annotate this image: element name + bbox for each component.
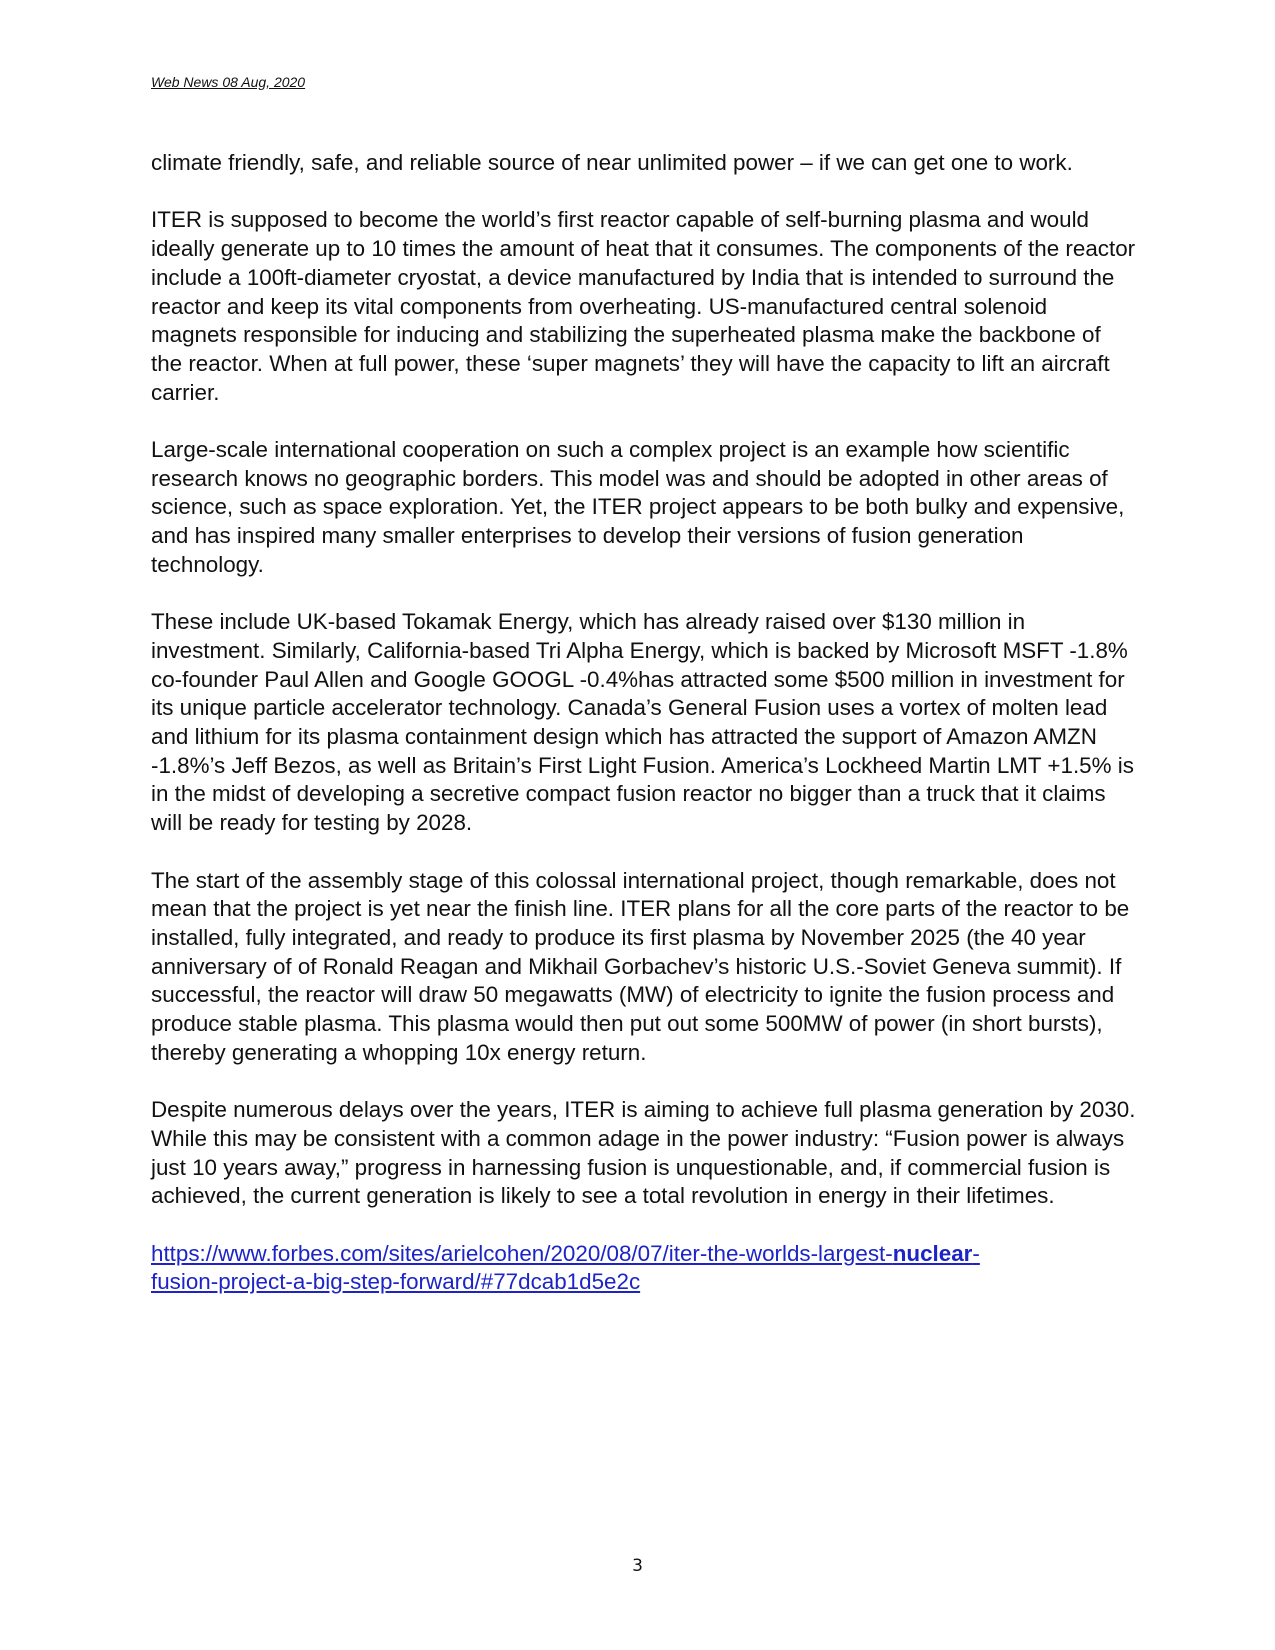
source-link-part: - [972,1240,980,1266]
source-link-bold-keyword: nuclear [892,1240,973,1266]
source-link-part: https://www.forbes.com/sites/arielcohen/2020/08/07/iter-the-worlds-largest- [151,1240,893,1266]
paragraph: Despite numerous delays over the years, ITER is aiming to achieve full plasma generation by 2030. While this may be consistent with a common adage in the power industry: “Fusion power is always just 10 years away,” progress in harnessing fusion is unquestionable, and, if commercial fusion is achieved, the current generation is likely to see a total revolution in energy in their lifetimes. [151,1097,1136,1209]
source-link-part: fusion-project-a-big-step-forward/#77dcab1d5e2c [151,1269,641,1295]
paragraph: climate friendly, safe, and reliable source of near unlimited power – if we can get one to work. [151,150,1073,175]
paragraph: These include UK-based Tokamak Energy, which has already raised over $130 million in investment. Similarly, California-based Tri Alpha Energy, which is backed by Microsoft MSFT -1.8% co-founder Paul Allen and Google GOOGL -0.4%has attracted some $500 million in investment for its unique particle accelerator technology. Canada’s General Fusion uses a vortex of molten lead and lithium for its plasma containment design which has attracted the support of Amazon AMZN -1.8%’s Jeff Bezos, as well as Britain’s First Light Fusion. America’s Lockheed Martin LMT +1.5% is in the midst of developing a secretive compact fusion reactor no bigger than a truck that it claims will be ready for testing by 2028. [151,609,1134,836]
paragraph: ITER is supposed to become the world’s first reactor capable of self-burning plasma and would ideally generate up to 10 times the amount of heat that it consumes. The components of the reactor include a 100ft-diameter cryostat, a device manufactured by India that is intended to surround the reactor and keep its vital components from overheating. US-manufactured central solenoid magnets responsible for inducing and stabilizing the superheated plasma make the backbone of the reactor. When at full power, these ‘super magnets’ they will have the capacity to lift an aircraft carrier. [151,207,1136,405]
page-header: Web News 08 Aug, 2020 [151,74,306,90]
paragraph: Large-scale international cooperation on such a complex project is an example how scientific research knows no geographic borders. This model was and should be adopted in other areas of science, such as space exploration. Yet, the ITER project appears to be both bulky and expensive, and has inspired many smaller enterprises to develop their versions of fusion generation technology. [151,437,1125,577]
paragraph: The start of the assembly stage of this colossal international project, though remarkable, does not mean that the project is yet near the finish line. ITER plans for all the core parts of the reactor to be installed, fully integrated, and ready to produce its first plasma by November 2025 (the 40 year anniversary of of Ronald Reagan and Mikhail Gorbachev’s historic U.S.-Soviet Geneva summit). If successful, the reactor will draw 50 megawatts (MW) of electricity to ignite the fusion process and produce stable plasma. This plasma would then put out some 500MW of power (in short bursts), thereby generating a whopping 10x energy return. [151,867,1130,1065]
page-number: 3 [632,1556,643,1576]
source-link[interactable] [151,1241,980,1295]
source-link-paragraph [151,1240,1136,1297]
article-body [151,149,1136,1326]
